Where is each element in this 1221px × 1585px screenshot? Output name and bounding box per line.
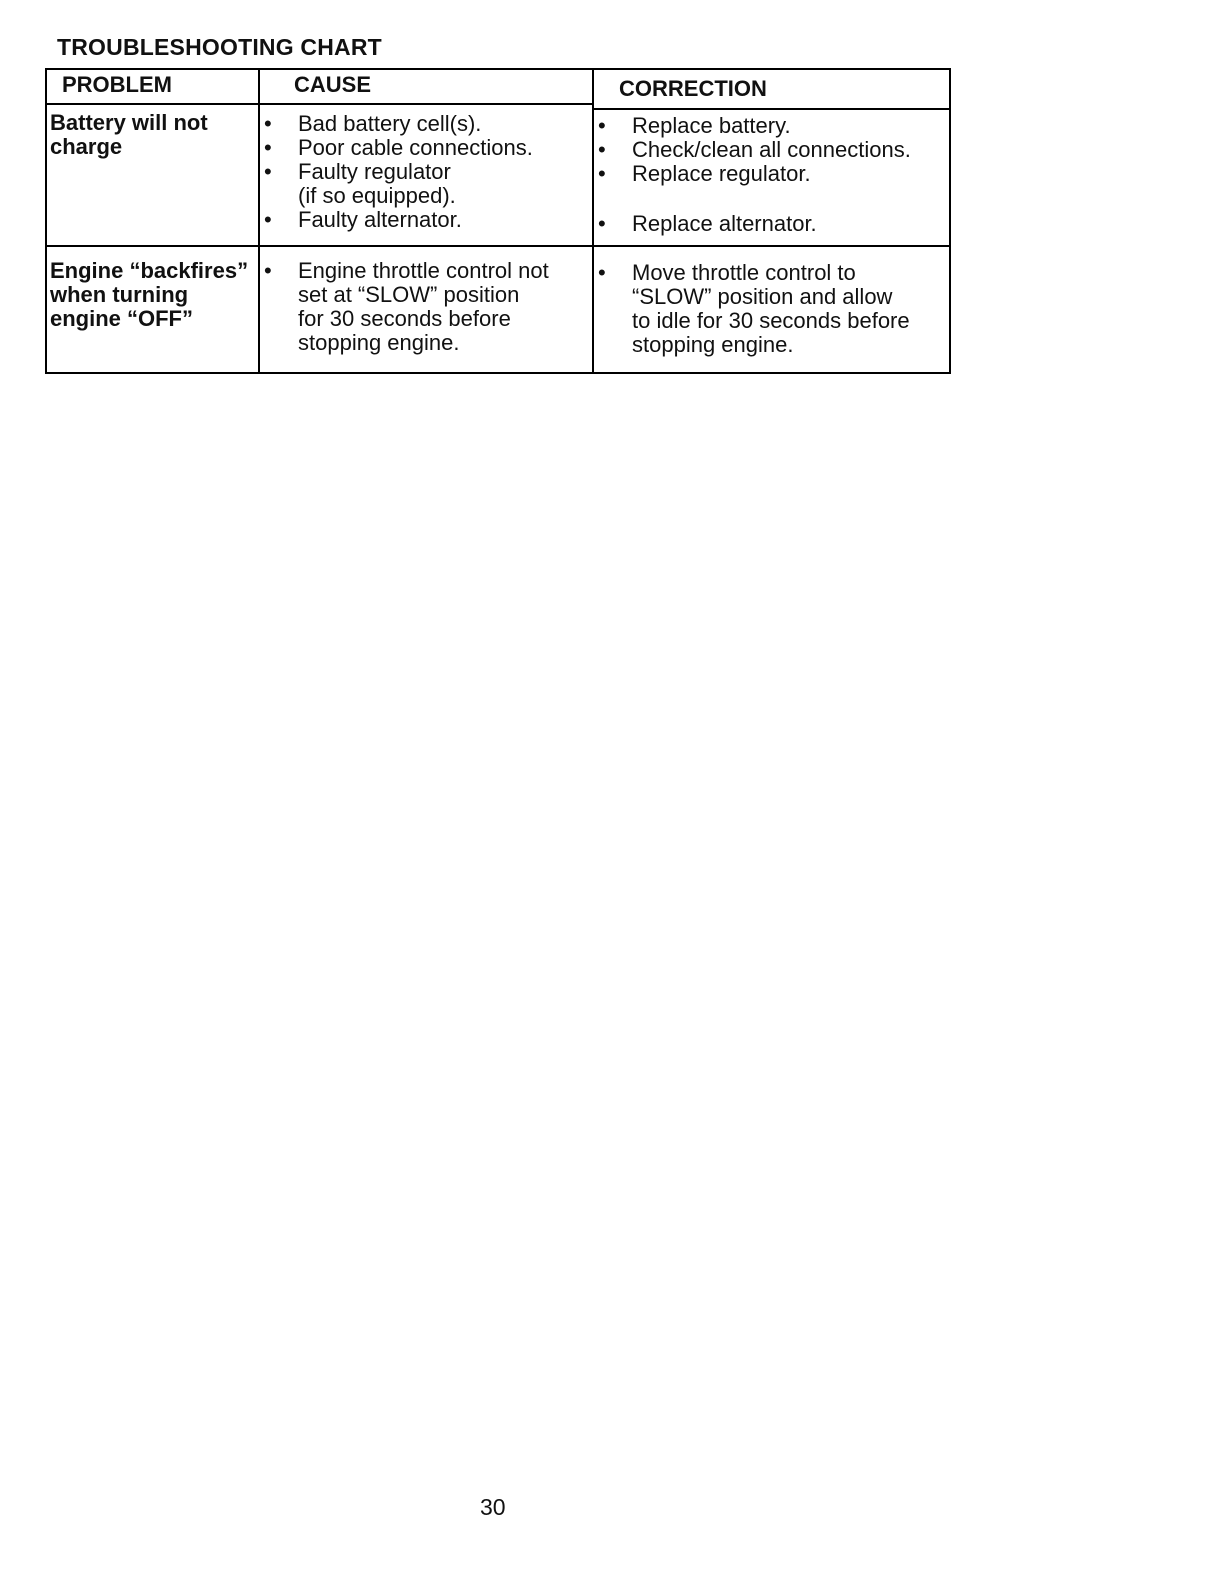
correction-item: • Check/clean all connections. <box>598 137 911 162</box>
bullet-icon: • <box>598 137 606 162</box>
correction-item: • Replace regulator. <box>598 161 811 186</box>
header-correction: CORRECTION <box>619 76 767 101</box>
header-cause: CAUSE <box>294 72 372 97</box>
cause-item-continued: (if so equipped). <box>298 183 456 208</box>
cause-item: • Engine throttle control not <box>264 258 549 283</box>
correction-item: • Replace battery. <box>598 113 791 138</box>
chart-border-right <box>949 68 951 374</box>
correction-item-continued: “SLOW” position and allow <box>632 284 893 309</box>
cause-item-continued: for 30 seconds before <box>298 306 511 331</box>
page-number: 30 <box>480 1494 506 1520</box>
cause-list-backfires <box>260 259 590 355</box>
correction-item-continued: stopping engine. <box>632 332 794 357</box>
problem-battery: Battery will not charge <box>50 110 208 159</box>
bullet-icon: • <box>598 113 606 138</box>
bullet-icon: • <box>264 111 272 136</box>
bullet-icon: • <box>264 207 272 232</box>
correction-list-backfires <box>594 261 946 357</box>
bullet-icon: • <box>264 258 272 283</box>
chart-border-top <box>45 68 951 70</box>
page-title: TROUBLESHOOTING CHART <box>57 34 382 60</box>
cause-item: • Faulty alternator. <box>264 207 462 232</box>
chart-border-bottom <box>45 372 951 374</box>
troubleshooting-chart <box>45 68 951 374</box>
cause-item-continued: stopping engine. <box>298 330 460 355</box>
chart-border-left <box>45 68 47 374</box>
bullet-icon: • <box>264 159 272 184</box>
row-divider <box>45 245 951 247</box>
cause-item-continued: set at “SLOW” position <box>298 282 520 307</box>
bullet-icon: • <box>598 161 606 186</box>
correction-list-battery <box>594 114 946 236</box>
header-problem: PROBLEM <box>62 72 172 97</box>
header-divider-right <box>592 108 951 110</box>
bullet-icon: • <box>598 211 606 236</box>
bullet-icon: • <box>264 135 272 160</box>
header-divider-left <box>45 103 594 105</box>
correction-item-continued: to idle for 30 seconds before <box>632 308 910 333</box>
correction-item: • Replace alternator. <box>598 211 817 236</box>
correction-item: • Move throttle control to <box>598 260 856 285</box>
cause-item: • Poor cable connections. <box>264 135 533 160</box>
problem-backfires: Engine “backfires” when turning engine “OFF” <box>50 258 249 331</box>
bullet-icon: • <box>598 260 606 285</box>
cause-item: • Bad battery cell(s). <box>264 111 482 136</box>
cause-list-battery <box>260 112 590 232</box>
cause-item: • Faulty regulator <box>264 159 451 184</box>
